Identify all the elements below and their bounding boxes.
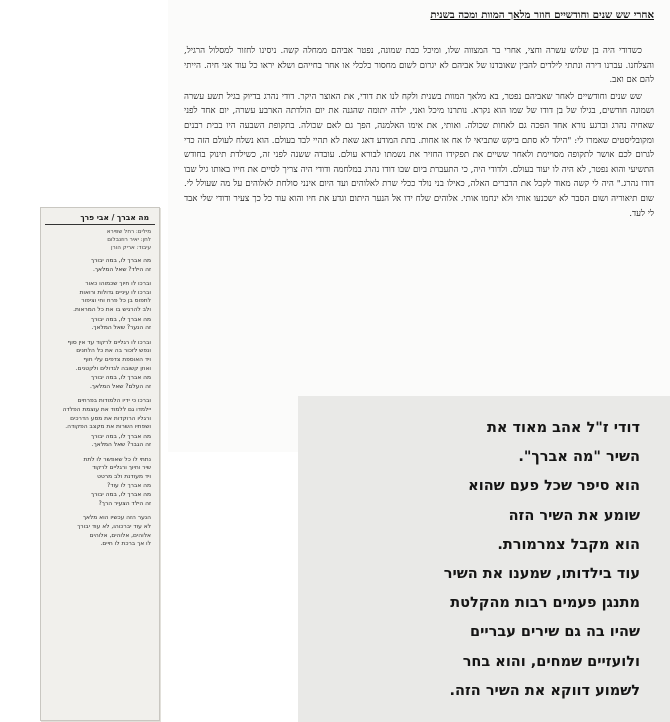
letter-body [184,44,654,223]
newspaper-song-clipping [40,207,160,721]
note-line: לשמוע דווקא את השיר הזה. [449,682,640,699]
song-stanza [41,257,159,280]
stanza-verse: הנער הזה עכשיו הוא מלאך לא עוד יברכוהו, לא עוד יבורך אלוהים, אלוהים, אלוהים לו אך ברכת לו חיים. [77,515,151,548]
stanza-verse: וברכו לו רגליים לרקוד עד אין סוף ונפש לזכור בה את כל הלחנים ויד האוספת צדפים עלי חוף ואוזן קשובה לגדולים ולקטנים. [67,339,151,372]
letter-heading: אחרי שש שנים וחודשיים חוזר מלאך המוות ומכה בשנית [430,9,654,21]
song-stanza [41,339,159,398]
stanza-chorus: מה אברך לו, במה יבורך זה העלם? שאל המלאך. [89,375,151,390]
song-stanza [41,456,159,515]
grey-note-box [298,396,670,722]
note-line: מתנגן פעמים רבות מהקלטת [450,595,640,612]
note-line: ולועזיים שמחים, והוא בחר [462,653,640,670]
note-line: שומע את השיר הזה [508,507,640,524]
stanza-verse: וברכו כי ידיו הלמודות בפרחים יילמדו גם ללמוד את עוצמת הפלדה ורגליו הרוקדות את מסע הדרכים ושפתיו השרות את מקצב הפקודה. [62,398,151,431]
note-line: שהיו בה גם שירים עבריים [470,624,640,641]
song-stanza [41,280,159,339]
stanza-verse: וברכו לו חיוך שכמוהו כאור וברכו לו עיניים גדולות ורואות לתפוס בן כל פרח וחי וציפור ולב להרגיש בו את כל המראות. [73,281,151,313]
note-text [310,414,640,706]
note-line: עוד בילדותו, שמענו את השיר [443,566,640,583]
stanza-verse: נתתי לו כל שאפשר לו לתת שיר וחיוך ורגליים לרקוד ויד מעודנת ולב מרטט מה אברך לו עוד? [83,456,151,489]
song-stanza [41,397,159,456]
note-line: הוא מקבל צמרמורת. [497,536,640,553]
letter-paragraph-1: כשדודי היה בן שלוש עשרה וחצי, אחרי בר המצווה שלו, ומיכל כבת שמונה, נפטר אביהם ממחלה קשה. ניסינו לחזור למסלול הרגיל, והצלחנו. עברנו דירה ונתתי לילדים להבין שאובדנו של אביהם לא יגרום לשום מחסור כלכלי או אחר בחייהם ושלא יראו כל עוד אני חיה. הייתי להם אם ואב. [184,46,654,86]
song-title: מה אברך / אבי פרך [45,208,155,225]
note-line: השיר "מה אברך". [518,449,640,466]
stanza-chorus: מה אברך לו, במה יבורך זה הילד? שאל המלאך. [90,258,151,273]
stanza-chorus: מה אברך לו, במה יבורך זה הנער? שאל המלאך. [90,316,151,332]
stanza-chorus: מה אברך לו, במה יבורך זה הילד הצעיר הרך? [90,492,151,507]
note-line: הוא סיפר שכל פעם שהוא [468,478,640,495]
letter-paragraph-2: שש שנים וחודשיים לאחר שאביהם נפטר, בא מלאך המוות בשנית ולקח לנו את דודי, את האוצר היקר. דודי נהרג בדיוק בגיל תשע עשרה ושמונה חודשים, בגילו של בן דודו של שמו הוא נקרא. נותרנו מיכל ואני, ילדה יתומה שהגנה את יום הולדתה הארבע עשרה, יום אחד לפני שאחיה נהרג וברגע נורא אחד הפכה גם לאחות שכולה. ואותי, את אימו האלמנה, הפך גם לאם שכולה. בתקופת השבעה היו בבית רבנים ומקובליסטים שאמרו לי: "הילד לא סתם ביקש שתביאי לו אח או אחות. בתת המודע דאג שאת לא תהיי לבד בעולם. הוא נשלח לעולם הזה כדי לגרום לכם אושר לתקופה מסויימת ולאחר ששיים את תפקידו החזיר את נשמתו לבורא עולם. עובדה ששנה לפני זה, כשילדת תינוק בחודש התשיעי והוא נפטר, לא היה לו יעוד בעולם. ולדודי היה, כי התעברת ביום שבו דודו נהרג במלחמה ודודי היה צריך לסיים את חייו באותו גיל שבו דודו נהרג." היה לי קשה מאוד לקבל את הדברים האלה, כאילו בני נולד ככלי שרת לאלוהים ועד היום אינני סולחת לאלוהים על מה שעולל לי. שום תיאוריה ושום הסבר לא ישכנעו אותי ולא ינחמו אותי. אלוהים שלח ידו אל הנער היתום וגדע את חיו והוא עוד כל כך צעיר ודודי שלי אבד לי לעד. [184,91,654,219]
song-stanza [41,514,159,554]
typed-letter-page [168,0,670,452]
song-credits: מילים: רחל שפירא לחן: יאיר רוזנבלום עיבוד: אריק הורן [106,229,151,251]
note-line: דודי ז"ל אהב מאוד את [487,420,640,436]
stanza-chorus: מה אברך לו, במה יבורך זה הגבר? שאל המלאך. [90,433,151,449]
